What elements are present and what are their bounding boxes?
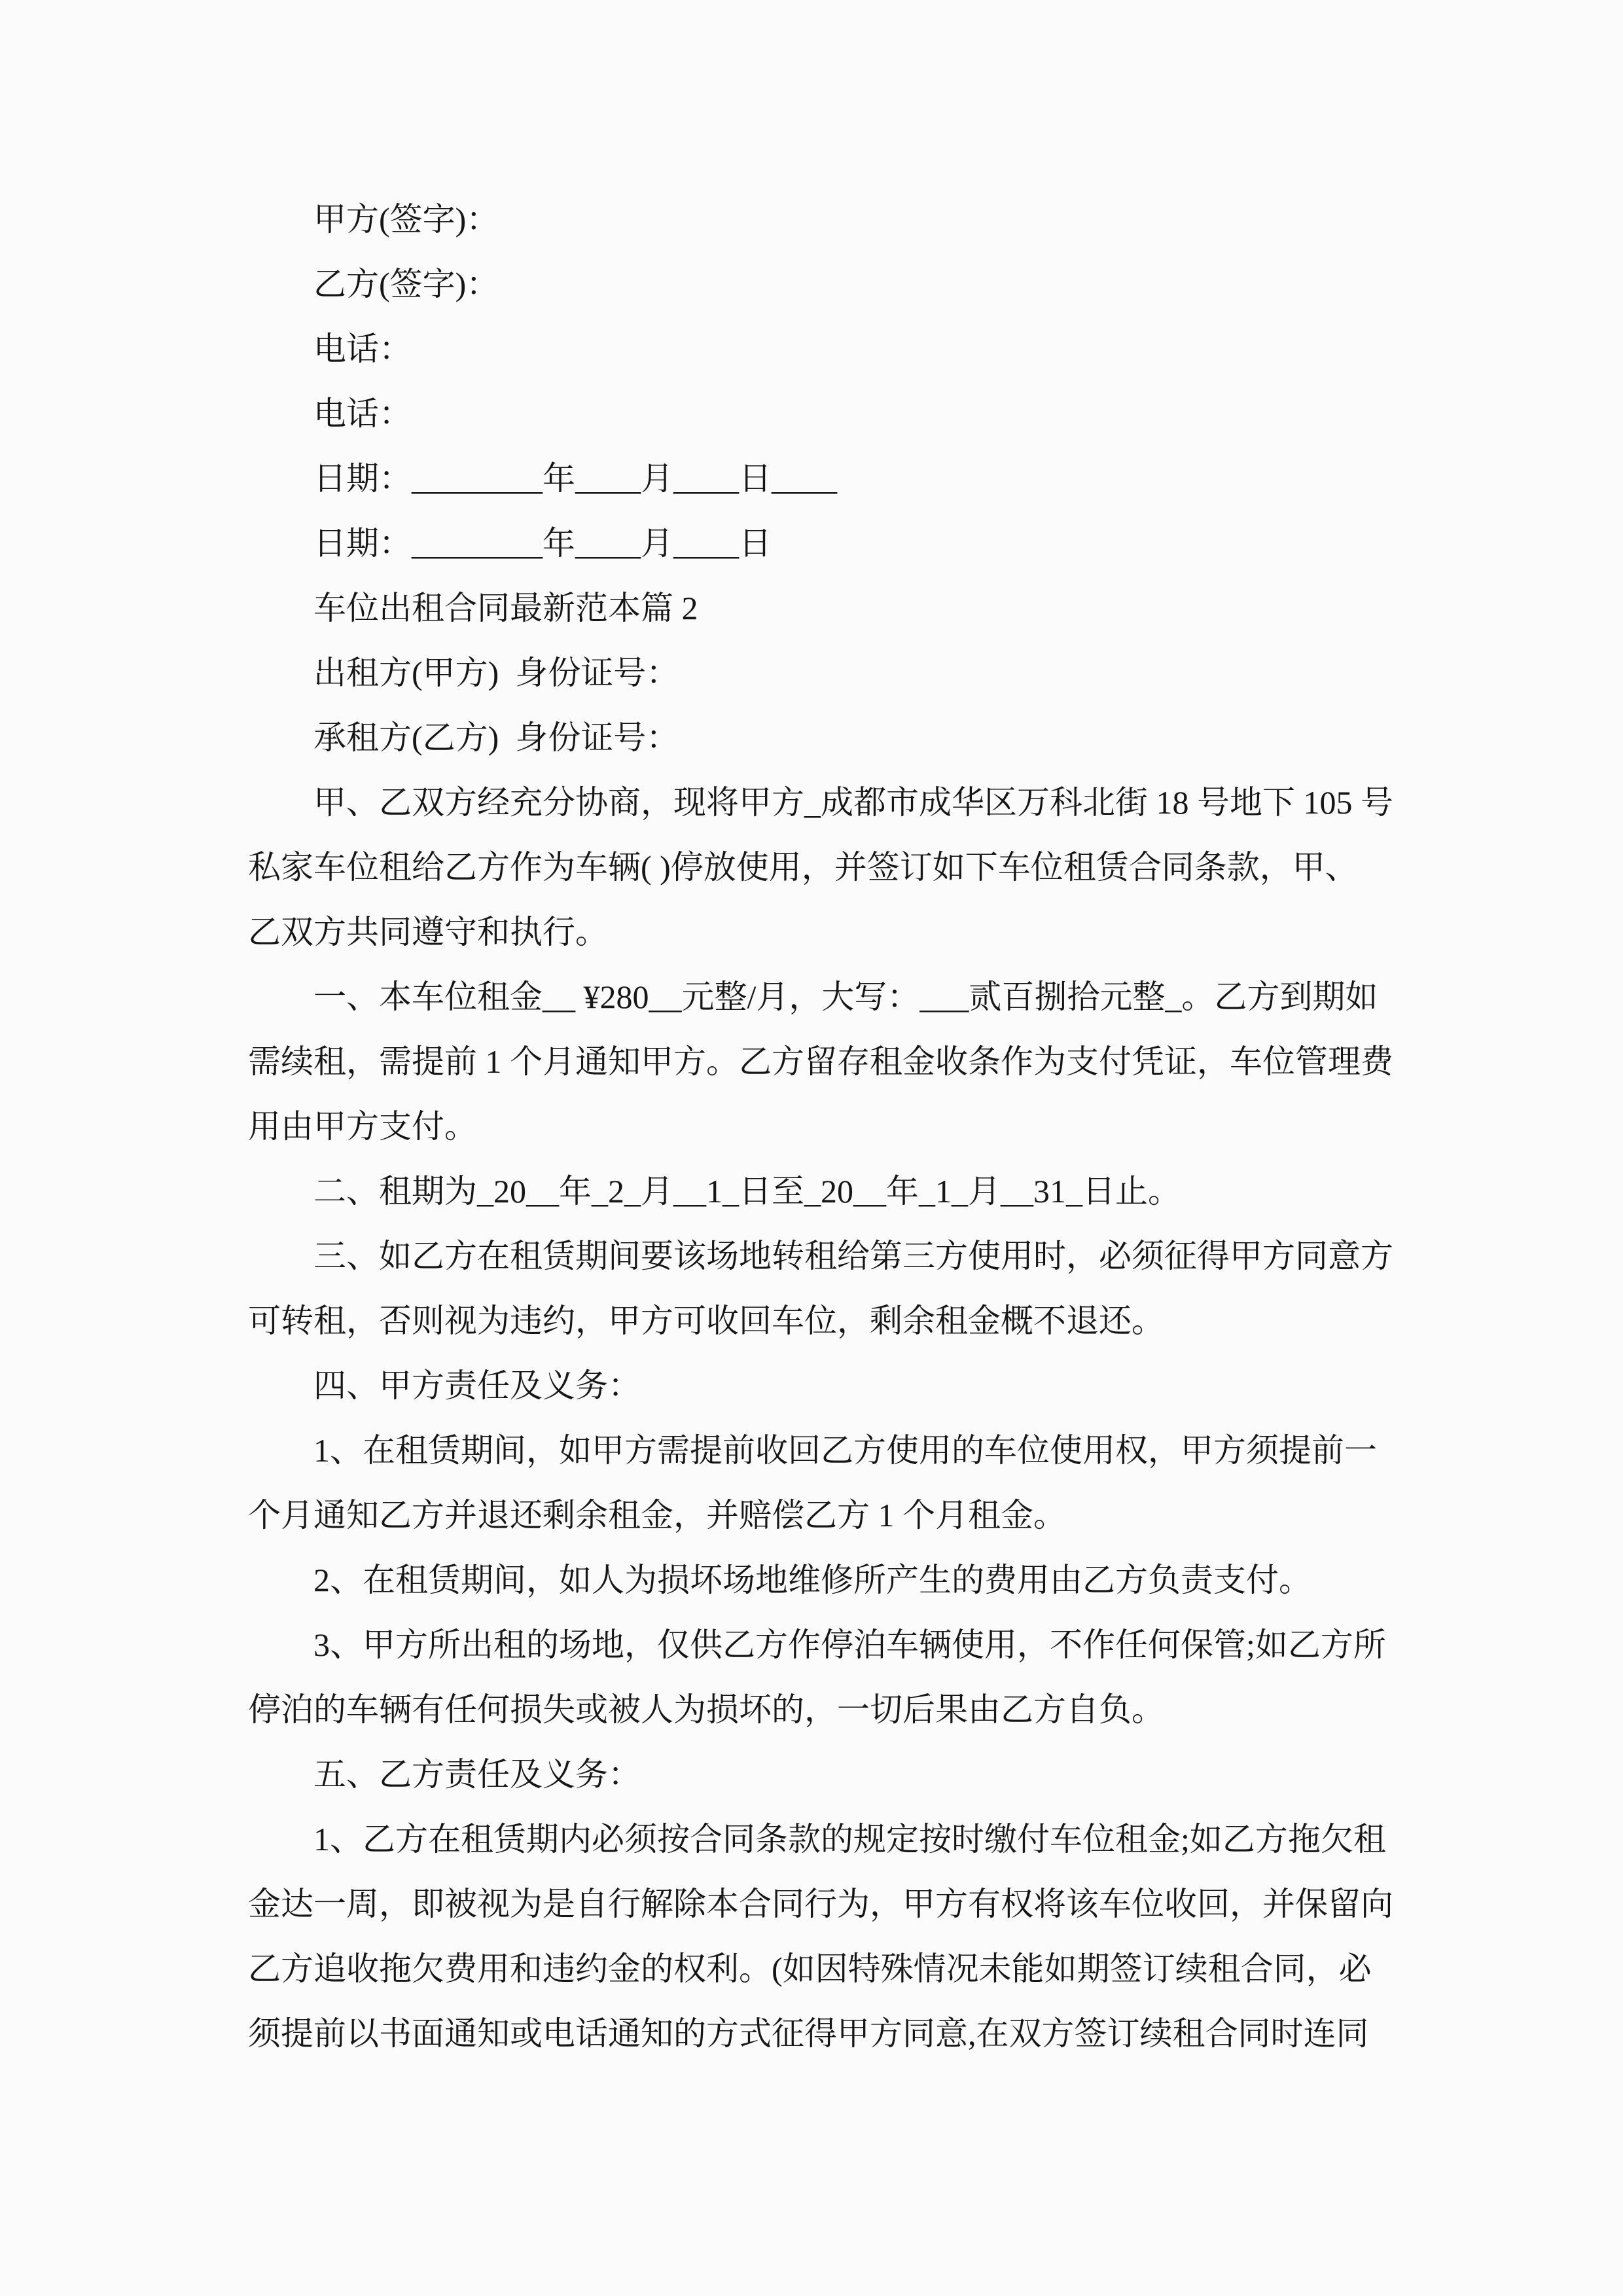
preamble-line-3: 乙双方共同遵守和执行。	[248, 914, 608, 950]
party-a-phone-line: 电话：	[313, 331, 412, 367]
clause-5-item-1-line-3: 乙方追收拖欠费用和违约金的权利。(如因特殊情况未能如期签订续租合同，必	[248, 1950, 1372, 1987]
clause-1-line-3: 用由甲方支付。	[248, 1108, 477, 1145]
clause-5-item-1-line-2: 金达一周，即被视为是自行解除本合同行为，甲方有权将该车位收回，并保留向	[248, 1886, 1393, 1922]
clause-3-line-1: 三、如乙方在租赁期间要该场地转租给第三方使用时，必须征得甲方同意方	[313, 1238, 1393, 1274]
party-a-signature-line: 甲方(签字)：	[313, 201, 499, 238]
clause-3-line-2: 可转租，否则视为违约，甲方可收回车位，剩余租金概不退还。	[248, 1302, 1164, 1339]
preamble-line-1: 甲、乙双方经充分协商，现将甲方_成都市成华区万科北街 18 号地下 105 号	[313, 784, 1393, 821]
preamble-line-2: 私家车位租给乙方作为车辆( )停放使用，并签订如下车位租赁合同条款，甲、	[248, 849, 1358, 886]
clause-5-item-1-line-4: 须提前以书面通知或电话通知的方式征得甲方同意,在双方签订续租合同时连同	[248, 2015, 1369, 2052]
clause-5-heading: 五、乙方责任及义务：	[313, 1756, 641, 1793]
lessor-identity-line: 出租方(甲方) 身份证号：	[313, 655, 679, 691]
clause-4-item-1-line-1: 1、在租赁期间，如甲方需提前收回乙方使用的车位使用权，甲方须提前一	[313, 1432, 1377, 1469]
document-section-title: 车位出租合同最新范本篇 2	[313, 590, 698, 626]
party-b-signature-line: 乙方(签字)：	[313, 266, 499, 302]
clause-4-item-2-line: 2、在租赁期间，如人为损坏场地维修所产生的费用由乙方负责支付。	[313, 1562, 1311, 1598]
lessee-identity-line: 承租方(乙方) 身份证号：	[313, 719, 679, 756]
clause-4-item-3-line-1: 3、甲方所出租的场地，仅供乙方作停泊车辆使用，不作任何保管;如乙方所	[313, 1626, 1386, 1663]
clause-4-item-1-line-2: 个月通知乙方并退还剩余租金，并赔偿乙方 1 个月租金。	[248, 1497, 1066, 1534]
contract-body	[248, 187, 1393, 2066]
clause-1-line-2: 需续租，需提前 1 个月通知甲方。乙方留存租金收条作为支付凭证，车位管理费	[248, 1043, 1393, 1080]
party-a-date-line: 日期：________年____月____日____	[313, 460, 837, 497]
clause-1-line-1: 一、本车位租金__ ¥280__元整/月，大写：___贰百捌拾元整_。乙方到期如	[313, 978, 1378, 1015]
clause-4-item-3-line-2: 停泊的车辆有任何损失或被人为损坏的，一切后果由乙方自负。	[248, 1691, 1164, 1728]
clause-5-item-1-line-1: 1、乙方在租赁期内必须按合同条款的规定按时缴付车位租金;如乙方拖欠租	[313, 1821, 1386, 1857]
party-b-date-line: 日期：________年____月____日	[313, 525, 772, 562]
clause-4-heading: 四、甲方责任及义务：	[313, 1367, 641, 1404]
party-b-phone-line: 电话：	[313, 395, 412, 432]
clause-2-line: 二、租期为_20__年_2_月__1_日至_20__年_1_月__31_日止。	[313, 1173, 1181, 1210]
